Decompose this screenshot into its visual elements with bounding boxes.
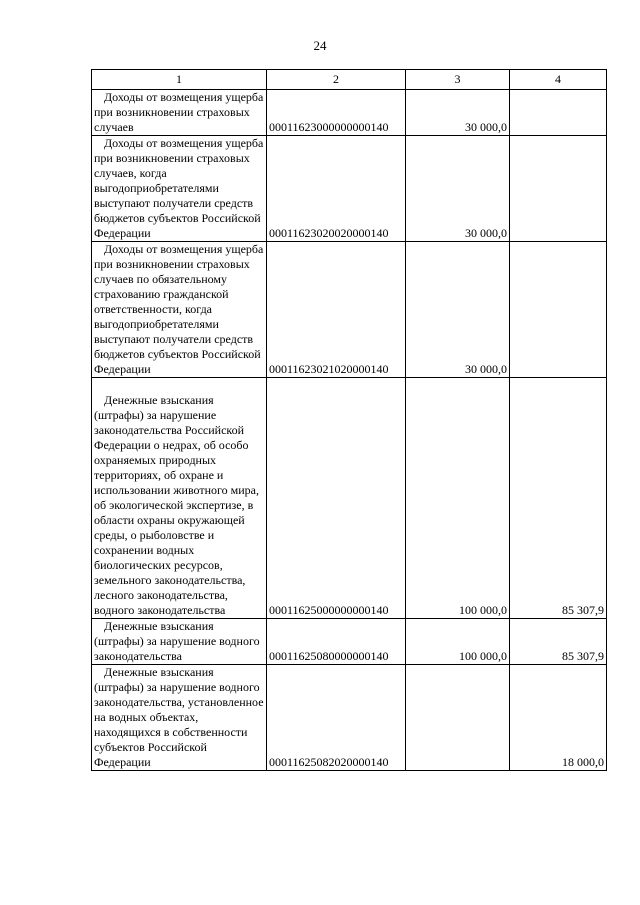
- row-value-col3: 30 000,0: [406, 242, 510, 378]
- column-header-3: 3: [406, 70, 510, 90]
- table-row: [92, 665, 607, 771]
- column-header-4: 4: [510, 70, 607, 90]
- table-row: [92, 136, 607, 242]
- row-name: Денежные взыскания (штрафы) за нарушение законодательства Российской Федерации о недрах, об особо охраняемых природных территориях, об охране и использовании животного мира, об экологической экспертизе, в области охраны окружающей среды, о рыболовстве и сохранении водных биологических ресурсов, земельного законодательства, лесного законодательства, водного законодательства: [92, 378, 267, 619]
- row-value-col4: [510, 242, 607, 378]
- row-name: Доходы от возмещения ущерба при возникновении страховых случаев по обязательному страхованию гражданской ответственности, когда выгодоприобретателями выступают получатели средств бюджетов субъектов Российской Федерации: [92, 242, 267, 378]
- row-code: 00011623021020000140: [267, 242, 406, 378]
- row-code: 00011625000000000140: [267, 378, 406, 619]
- row-value-col3: 100 000,0: [406, 378, 510, 619]
- row-name: Денежные взыскания (штрафы) за нарушение водного законодательства: [92, 619, 267, 665]
- row-value-col4: [510, 90, 607, 136]
- row-value-col3: 30 000,0: [406, 136, 510, 242]
- table-row: [92, 378, 607, 619]
- row-name: Доходы от возмещения ущерба при возникновении страховых случаев, когда выгодоприобретателями выступают получатели средств бюджетов субъектов Российской Федерации: [92, 136, 267, 242]
- row-code: 00011623020020000140: [267, 136, 406, 242]
- budget-table: [91, 69, 607, 771]
- row-value-col4: [510, 136, 607, 242]
- table-row: [92, 619, 607, 665]
- row-code: 00011623000000000140: [267, 90, 406, 136]
- row-code: 00011625080000000140: [267, 619, 406, 665]
- row-value-col4: 85 307,9: [510, 619, 607, 665]
- table-header-row: [92, 70, 607, 90]
- row-name: Доходы от возмещения ущерба при возникновении страховых случаев: [92, 90, 267, 136]
- row-code: 00011625082020000140: [267, 665, 406, 771]
- row-name: Денежные взыскания (штрафы) за нарушение водного законодательства, установленное на водных объектах, находящихся в собственности субъектов Российской Федерации: [92, 665, 267, 771]
- table-row: [92, 90, 607, 136]
- row-value-col4: 18 000,0: [510, 665, 607, 771]
- column-header-1: 1: [92, 70, 267, 90]
- column-header-2: 2: [267, 70, 406, 90]
- page-number: 24: [313, 38, 327, 53]
- row-value-col3: [406, 665, 510, 771]
- row-value-col4: 85 307,9: [510, 378, 607, 619]
- row-value-col3: 30 000,0: [406, 90, 510, 136]
- row-value-col3: 100 000,0: [406, 619, 510, 665]
- table-row: [92, 242, 607, 378]
